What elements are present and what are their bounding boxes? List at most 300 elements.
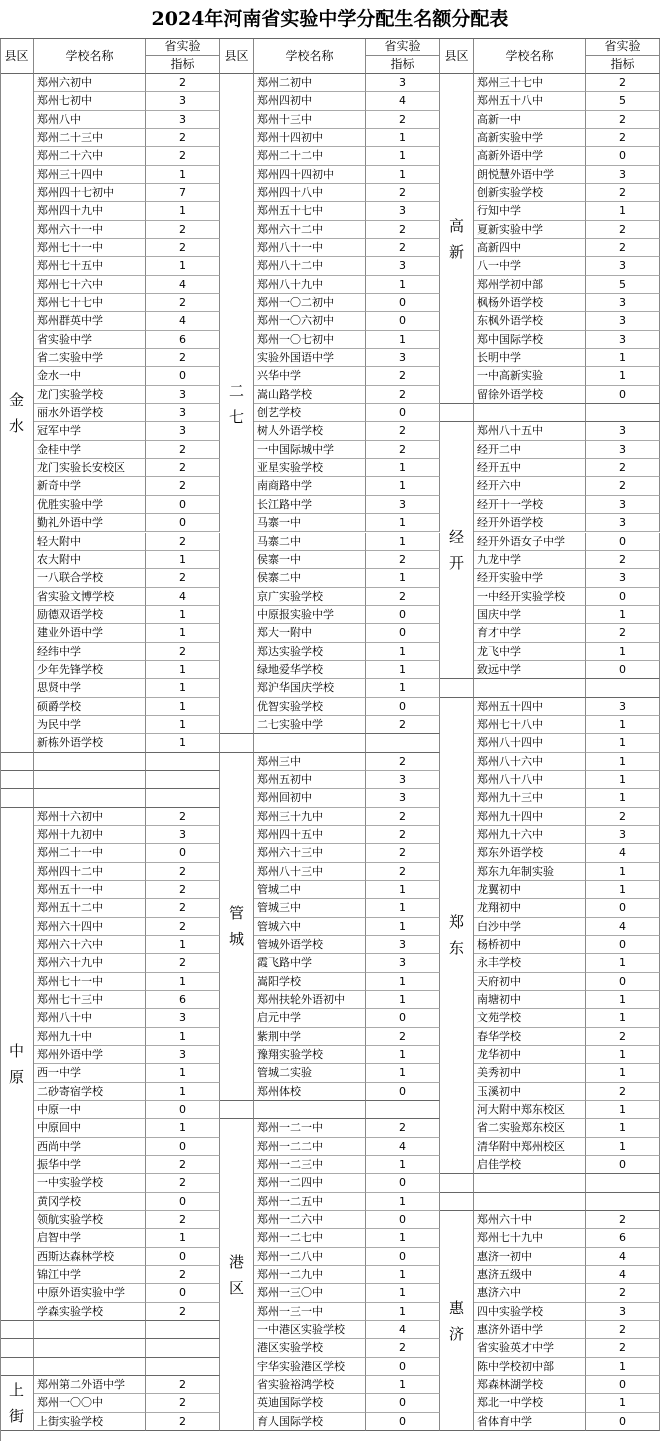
quota-value: 2 — [366, 367, 440, 385]
quota-value: 0 — [586, 147, 660, 165]
quota-value: 0 — [146, 1193, 220, 1211]
quota-value: 1 — [366, 1064, 440, 1082]
quota-value: 2 — [146, 918, 220, 936]
school-name — [34, 1339, 146, 1357]
quota-value: 0 — [586, 936, 660, 954]
quota-value: 3 — [146, 1009, 220, 1027]
school-name: 郑东九年制实验 — [474, 863, 586, 881]
quota-value — [146, 1358, 220, 1376]
school-name: 郑州三十九中 — [254, 808, 366, 826]
quota-value: 1 — [146, 166, 220, 184]
quota-value: 4 — [146, 276, 220, 294]
school-name: 郑州二十一中 — [34, 844, 146, 862]
school-name: 启智中学 — [34, 1229, 146, 1247]
school-name: 郑州一〇七初中 — [254, 331, 366, 349]
school-name: 二七实验中学 — [254, 716, 366, 734]
school-name: 管城三中 — [254, 899, 366, 917]
school-name: 郑州外语中学 — [34, 1046, 146, 1064]
school-name: 勤礼外语中学 — [34, 514, 146, 532]
school-name: 郑州九十中 — [34, 1028, 146, 1046]
school-name: 兴华中学 — [254, 367, 366, 385]
school-name: 经开十一学校 — [474, 496, 586, 514]
school-name: 郑州五十一中 — [34, 881, 146, 899]
quota-value: 2 — [146, 1156, 220, 1174]
school-name: 郑州学初中部 — [474, 276, 586, 294]
quota-value: 2 — [366, 1119, 440, 1137]
school-name: 郑州八十二中 — [254, 257, 366, 275]
quota-value: 1 — [366, 569, 440, 587]
quota-value: 2 — [146, 349, 220, 367]
quota-value: 3 — [586, 257, 660, 275]
district-name: 二 七 — [220, 74, 254, 734]
school-name — [34, 771, 146, 789]
quota-value: 0 — [366, 1248, 440, 1266]
district-name — [0, 1321, 34, 1339]
quota-value: 1 — [366, 477, 440, 495]
school-name: 郑州五十七中 — [254, 202, 366, 220]
quota-value: 2 — [366, 184, 440, 202]
quota-value: 3 — [586, 422, 660, 440]
district-name: 港 区 — [220, 1119, 254, 1431]
district-name — [220, 734, 254, 752]
quota-value — [146, 753, 220, 771]
quota-value: 1 — [146, 734, 220, 752]
quota-value: 1 — [146, 936, 220, 954]
school-name: 管城六中 — [254, 918, 366, 936]
quota-value: 1 — [586, 202, 660, 220]
school-name: 郑州十四初中 — [254, 129, 366, 147]
school-name: 二砂寄宿学校 — [34, 1083, 146, 1101]
quota-value: 2 — [586, 1321, 660, 1339]
quota-value: 4 — [586, 1266, 660, 1284]
quota-value: 0 — [366, 1083, 440, 1101]
quota-value: 5 — [586, 276, 660, 294]
quota-value: 2 — [366, 808, 440, 826]
quota-value: 2 — [146, 569, 220, 587]
school-name: 轻大附中 — [34, 533, 146, 551]
quota-value: 0 — [586, 899, 660, 917]
school-name: 一中实验学校 — [34, 1174, 146, 1192]
school-name: 龙翔初中 — [474, 899, 586, 917]
school-name: 励德双语学校 — [34, 606, 146, 624]
school-name: 优胜实验中学 — [34, 496, 146, 514]
quota-value: 2 — [366, 844, 440, 862]
quota-value: 2 — [366, 221, 440, 239]
school-name: 郑州一二五中 — [254, 1193, 366, 1211]
school-name: 创新实验学校 — [474, 184, 586, 202]
school-name: 育才中学 — [474, 624, 586, 642]
school-name: 东枫外语学校 — [474, 312, 586, 330]
school-name: 高新一中 — [474, 111, 586, 129]
quota-value: 4 — [146, 588, 220, 606]
quota-value: 0 — [366, 698, 440, 716]
quota-value: 1 — [366, 643, 440, 661]
header-school-name: 学校名称 — [254, 38, 366, 74]
school-name — [34, 753, 146, 771]
quota-value: 5 — [586, 92, 660, 110]
school-name: 长江路中学 — [254, 496, 366, 514]
school-name: 郑州四十二中 — [34, 863, 146, 881]
quota-value: 0 — [366, 624, 440, 642]
school-name: 经开六中 — [474, 477, 586, 495]
school-name: 港区实验学校 — [254, 1339, 366, 1357]
quota-value — [146, 771, 220, 789]
quota-value: 0 — [586, 1376, 660, 1394]
quota-value: 2 — [146, 643, 220, 661]
school-name: 马寨二中 — [254, 533, 366, 551]
quota-value: 2 — [586, 1339, 660, 1357]
quota-value: 4 — [366, 1138, 440, 1156]
quota-value: 2 — [586, 74, 660, 92]
school-name: 新栋外语学校 — [34, 734, 146, 752]
school-name: 郑州群英中学 — [34, 312, 146, 330]
quota-value: 2 — [146, 954, 220, 972]
school-name: 九龙中学 — [474, 551, 586, 569]
header-district: 县区 — [220, 38, 254, 74]
school-name: 金桂中学 — [34, 441, 146, 459]
quota-value: 2 — [366, 753, 440, 771]
quota-value: 1 — [146, 698, 220, 716]
quota-value: 2 — [146, 881, 220, 899]
school-name: 马寨一中 — [254, 514, 366, 532]
school-name: 启元中学 — [254, 1009, 366, 1027]
quota-value: 1 — [366, 276, 440, 294]
school-name: 为民中学 — [34, 716, 146, 734]
school-name: 郑州五十二中 — [34, 899, 146, 917]
school-name: 郑州一二六中 — [254, 1211, 366, 1229]
school-name: 郑州第二外语中学 — [34, 1376, 146, 1394]
district-name — [0, 771, 34, 789]
school-name: 郑州二十二中 — [254, 147, 366, 165]
quota-value: 1 — [366, 1266, 440, 1284]
quota-value: 0 — [366, 404, 440, 422]
school-name: 中原一中 — [34, 1101, 146, 1119]
quota-value: 2 — [366, 1339, 440, 1357]
school-name: 杨桥初中 — [474, 936, 586, 954]
school-name: 郑州六十三中 — [254, 844, 366, 862]
quota-value: 1 — [586, 1138, 660, 1156]
quota-value: 1 — [586, 1119, 660, 1137]
quota-value: 2 — [586, 129, 660, 147]
school-name: 郑州二初中 — [254, 74, 366, 92]
quota-value: 2 — [146, 1376, 220, 1394]
school-name: 行知中学 — [474, 202, 586, 220]
district-name — [0, 753, 34, 771]
quota-value: 0 — [366, 312, 440, 330]
quota-value: 1 — [366, 1303, 440, 1321]
school-name: 郑州七十五中 — [34, 257, 146, 275]
quota-value: 0 — [146, 1248, 220, 1266]
school-name: 高新外语中学 — [474, 147, 586, 165]
school-name: 八一中学 — [474, 257, 586, 275]
school-name: 启佳学校 — [474, 1156, 586, 1174]
school-name: 冠军中学 — [34, 422, 146, 440]
quota-value: 7 — [146, 184, 220, 202]
quota-value: 0 — [586, 1156, 660, 1174]
school-name: 郑州三十七中 — [474, 74, 586, 92]
quota-value: 3 — [366, 74, 440, 92]
quota-value: 2 — [586, 111, 660, 129]
school-name: 郑州九十六中 — [474, 826, 586, 844]
quota-value: 1 — [146, 606, 220, 624]
school-name: 郑州一〇〇中 — [34, 1394, 146, 1412]
header-district: 县区 — [440, 38, 474, 74]
quota-value: 2 — [586, 239, 660, 257]
school-name: 中原外语实验中学 — [34, 1284, 146, 1302]
table-top-border — [0, 38, 660, 39]
quota-value — [586, 404, 660, 422]
school-name: 龙门实验长安校区 — [34, 459, 146, 477]
school-name: 郑州四十五中 — [254, 826, 366, 844]
quota-value: 2 — [366, 422, 440, 440]
school-name: 郑州八十一中 — [254, 239, 366, 257]
school-name: 嵩阳学校 — [254, 973, 366, 991]
school-name: 郑州一二八中 — [254, 1248, 366, 1266]
quota-value: 1 — [586, 1358, 660, 1376]
school-name: 惠济五级中 — [474, 1266, 586, 1284]
school-name: 农大附中 — [34, 551, 146, 569]
quota-value: 0 — [366, 1394, 440, 1412]
school-name: 一中经开实验学校 — [474, 588, 586, 606]
school-name: 郑达实验学校 — [254, 643, 366, 661]
quota-value: 3 — [366, 954, 440, 972]
quota-value: 1 — [366, 661, 440, 679]
school-name: 经开外语女子中学 — [474, 533, 586, 551]
quota-value: 0 — [146, 1138, 220, 1156]
quota-value: 2 — [146, 1413, 220, 1431]
quota-value: 1 — [366, 899, 440, 917]
quota-value: 1 — [366, 881, 440, 899]
school-name: 郑州八十五中 — [474, 422, 586, 440]
quota-value: 3 — [366, 789, 440, 807]
school-name: 郑州一〇六初中 — [254, 312, 366, 330]
quota-value: 3 — [586, 294, 660, 312]
school-name: 高新四中 — [474, 239, 586, 257]
school-name: 郑州一二三中 — [254, 1156, 366, 1174]
quota-value: 1 — [366, 991, 440, 1009]
quota-value: 3 — [586, 331, 660, 349]
quota-value: 2 — [366, 239, 440, 257]
school-name: 郑东外语学校 — [474, 844, 586, 862]
school-name: 郑州三中 — [254, 753, 366, 771]
quota-value: 2 — [586, 1211, 660, 1229]
quota-table — [0, 38, 660, 1441]
school-name: 豫翔实验学校 — [254, 1046, 366, 1064]
quota-value: 1 — [146, 716, 220, 734]
quota-value: 1 — [146, 1083, 220, 1101]
school-name: 永丰学校 — [474, 954, 586, 972]
school-name: 西尚中学 — [34, 1138, 146, 1156]
school-name: 留徐外语学校 — [474, 386, 586, 404]
district-name — [0, 1358, 34, 1376]
school-name: 春华学校 — [474, 1028, 586, 1046]
school-name: 一中国际城中学 — [254, 441, 366, 459]
quota-value: 3 — [146, 92, 220, 110]
district-name: 上 街 — [0, 1376, 34, 1431]
quota-value: 1 — [366, 1376, 440, 1394]
school-name: 经开实验中学 — [474, 569, 586, 587]
quota-value: 1 — [146, 1119, 220, 1137]
quota-value: 2 — [586, 551, 660, 569]
school-name: 郑州六初中 — [34, 74, 146, 92]
school-name: 郑州一三〇中 — [254, 1284, 366, 1302]
school-name: 高新实验中学 — [474, 129, 586, 147]
district-name: 郑 东 — [440, 698, 474, 1175]
school-name: 郑州二十六中 — [34, 147, 146, 165]
school-name: 郑州七十三中 — [34, 991, 146, 1009]
quota-value: 1 — [586, 954, 660, 972]
quota-value: 3 — [146, 826, 220, 844]
quota-value: 2 — [146, 863, 220, 881]
school-name: 郑北一中学校 — [474, 1394, 586, 1412]
school-name: 省实验中学 — [34, 331, 146, 349]
quota-value: 1 — [586, 349, 660, 367]
school-name: 文苑学校 — [474, 1009, 586, 1027]
quota-value: 3 — [586, 1303, 660, 1321]
school-name: 霞飞路中学 — [254, 954, 366, 972]
quota-value: 1 — [366, 514, 440, 532]
school-name: 郑州七十七中 — [34, 294, 146, 312]
school-name: 一八联合学校 — [34, 569, 146, 587]
quota-value: 1 — [586, 716, 660, 734]
quota-value: 2 — [586, 459, 660, 477]
school-name: 郑沪华国庆学校 — [254, 679, 366, 697]
school-name: 郑州六十二中 — [254, 221, 366, 239]
school-name: 惠济六中 — [474, 1284, 586, 1302]
quota-value: 3 — [366, 257, 440, 275]
school-name: 朗悦慧外语中学 — [474, 166, 586, 184]
school-name: 中原回中 — [34, 1119, 146, 1137]
quota-value: 3 — [146, 404, 220, 422]
school-name: 清华附中郑州校区 — [474, 1138, 586, 1156]
quota-value — [586, 679, 660, 697]
header-quota — [586, 38, 660, 74]
header-quota-line1: 省实验 — [146, 38, 219, 56]
school-name: 郑州十六初中 — [34, 808, 146, 826]
school-name: 经纬中学 — [34, 643, 146, 661]
quota-value: 2 — [146, 221, 220, 239]
school-name: 中原报实验中学 — [254, 606, 366, 624]
quota-value: 2 — [586, 1028, 660, 1046]
quota-value: 1 — [366, 679, 440, 697]
school-name: 经开二中 — [474, 441, 586, 459]
quota-value: 0 — [586, 973, 660, 991]
quota-value: 2 — [146, 1211, 220, 1229]
school-name: 京广实验学校 — [254, 588, 366, 606]
quota-value: 2 — [586, 808, 660, 826]
quota-value: 3 — [366, 936, 440, 954]
school-name: 陈中学校初中部 — [474, 1358, 586, 1376]
quota-value: 1 — [146, 1229, 220, 1247]
school-name: 郑州六十六中 — [34, 936, 146, 954]
school-name: 紫荆中学 — [254, 1028, 366, 1046]
school-name: 西一中学 — [34, 1064, 146, 1082]
school-name: 郑州六十九中 — [34, 954, 146, 972]
school-name: 郑中国际学校 — [474, 331, 586, 349]
quota-value: 6 — [146, 991, 220, 1009]
quota-value: 1 — [366, 533, 440, 551]
quota-value: 2 — [366, 1028, 440, 1046]
school-name: 郑州五十八中 — [474, 92, 586, 110]
school-name: 郑州七十一中 — [34, 973, 146, 991]
quota-value: 1 — [146, 202, 220, 220]
quota-value: 3 — [586, 496, 660, 514]
school-name: 郑州六十四中 — [34, 918, 146, 936]
quota-value: 1 — [586, 991, 660, 1009]
quota-value: 2 — [146, 129, 220, 147]
school-name: 郑州六十中 — [474, 1211, 586, 1229]
school-name: 锦江中学 — [34, 1266, 146, 1284]
quota-value: 3 — [586, 441, 660, 459]
quota-value: 0 — [586, 386, 660, 404]
school-name: 管城二中 — [254, 881, 366, 899]
quota-value: 3 — [366, 496, 440, 514]
quota-value: 2 — [146, 441, 220, 459]
school-name: 学森实验学校 — [34, 1303, 146, 1321]
school-name: 郑州一二七中 — [254, 1229, 366, 1247]
quota-value: 1 — [146, 1028, 220, 1046]
quota-value: 3 — [586, 514, 660, 532]
school-name: 郑州十三中 — [254, 111, 366, 129]
quota-value: 2 — [366, 826, 440, 844]
quota-value: 1 — [586, 753, 660, 771]
district-name — [0, 789, 34, 807]
school-name: 金水一中 — [34, 367, 146, 385]
quota-value: 1 — [586, 1046, 660, 1064]
school-name: 管城外语学校 — [254, 936, 366, 954]
school-name: 少年先锋学校 — [34, 661, 146, 679]
quota-value: 2 — [586, 1284, 660, 1302]
school-name: 南商路中学 — [254, 477, 366, 495]
quota-value: 2 — [366, 551, 440, 569]
school-name: 宇华实验港区学校 — [254, 1358, 366, 1376]
school-name: 建业外语中学 — [34, 624, 146, 642]
school-name — [474, 404, 586, 422]
school-name: 白沙中学 — [474, 918, 586, 936]
school-name: 天府初中 — [474, 973, 586, 991]
quota-value: 2 — [146, 1303, 220, 1321]
header-quota-line1: 省实验 — [366, 38, 439, 56]
school-name: 郑州八十九中 — [254, 276, 366, 294]
school-name: 嵩山路学校 — [254, 386, 366, 404]
school-name: 一中高新实验 — [474, 367, 586, 385]
quota-value: 1 — [366, 1046, 440, 1064]
quota-value: 2 — [146, 1174, 220, 1192]
school-name: 英迪国际学校 — [254, 1394, 366, 1412]
school-name: 夏新实验中学 — [474, 221, 586, 239]
quota-value: 0 — [366, 294, 440, 312]
quota-value: 1 — [366, 166, 440, 184]
school-name: 侯寨一中 — [254, 551, 366, 569]
quota-value: 2 — [146, 477, 220, 495]
school-name: 郑州一三一中 — [254, 1303, 366, 1321]
quota-value: 3 — [586, 826, 660, 844]
quota-value: 4 — [586, 918, 660, 936]
header-quota — [146, 38, 220, 74]
quota-value: 0 — [366, 1211, 440, 1229]
school-name: 思贤中学 — [34, 679, 146, 697]
district-name — [440, 1174, 474, 1192]
school-name: 领航实验学校 — [34, 1211, 146, 1229]
quota-value — [366, 734, 440, 752]
school-name: 郑州五十四中 — [474, 698, 586, 716]
quota-value: 2 — [146, 459, 220, 477]
quota-value: 1 — [586, 881, 660, 899]
school-name: 省实验英才中学 — [474, 1339, 586, 1357]
quota-value: 2 — [586, 221, 660, 239]
school-name: 省实验裕鸿学校 — [254, 1376, 366, 1394]
school-name: 郑州九十四中 — [474, 808, 586, 826]
